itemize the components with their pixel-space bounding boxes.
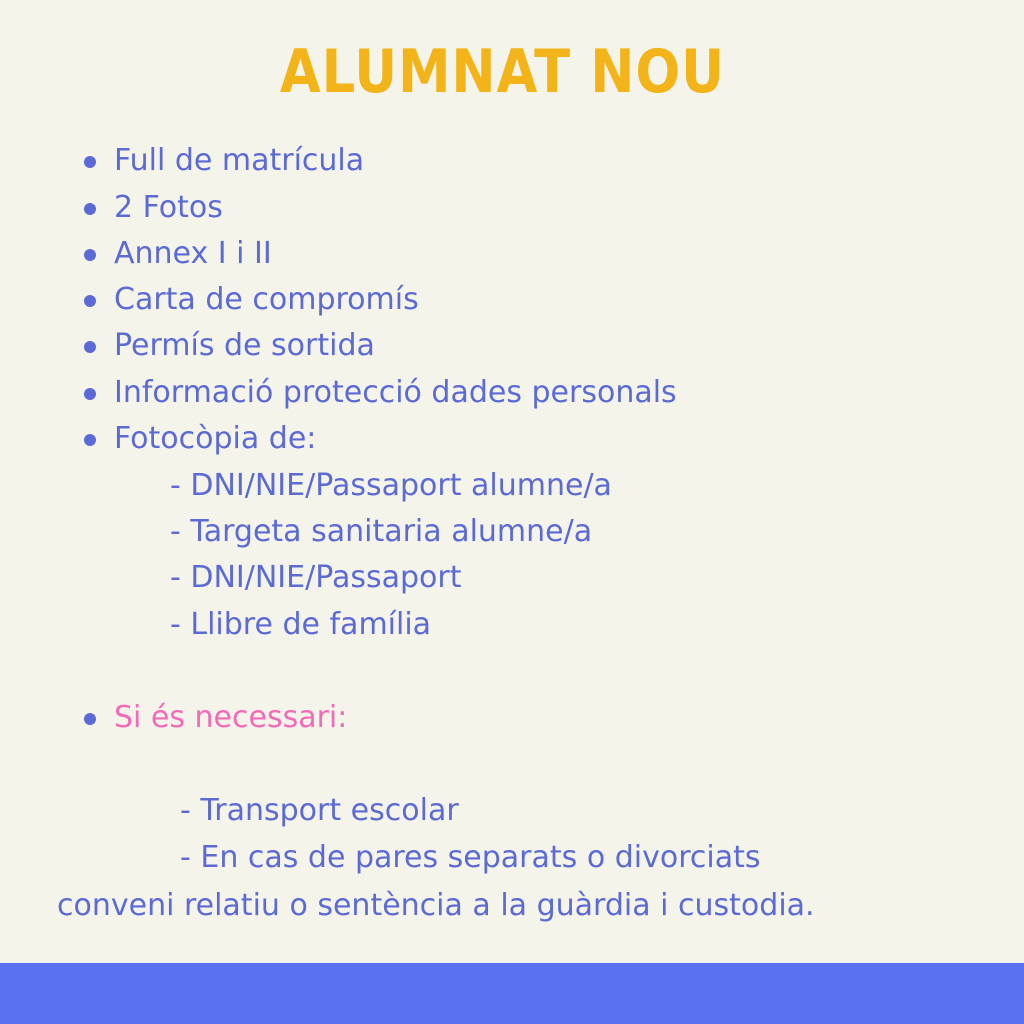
sub-item: - Llibre de família bbox=[170, 607, 432, 642]
sub-item: - DNI/NIE/Passaport alumne/a bbox=[170, 468, 612, 503]
list-item: Permís de sortida bbox=[114, 328, 375, 363]
page-title: ALUMNAT NOU bbox=[279, 37, 725, 107]
list-item: Carta de compromís bbox=[114, 282, 419, 317]
sub-item: - En cas de pares separats o divorciats bbox=[180, 840, 761, 875]
footer-bar bbox=[0, 963, 1024, 1024]
bullet-icon bbox=[84, 434, 96, 446]
conditional-label: Si és necessari: bbox=[114, 700, 348, 735]
bullet-icon bbox=[84, 156, 96, 168]
list-item: Fotocòpia de: bbox=[114, 421, 317, 456]
sub-item: - Transport escolar bbox=[180, 793, 459, 828]
sub-item-continuation: conveni relatiu o sentència a la guàrdia i custodia. bbox=[57, 888, 815, 923]
bullet-icon bbox=[84, 341, 96, 353]
sub-item: - DNI/NIE/Passaport bbox=[170, 560, 462, 595]
bullet-icon bbox=[84, 388, 96, 400]
bullet-icon bbox=[84, 713, 96, 725]
list-item: Full de matrícula bbox=[114, 143, 365, 178]
list-item: 2 Fotos bbox=[114, 190, 223, 225]
bullet-icon bbox=[84, 249, 96, 261]
bullet-icon bbox=[84, 295, 96, 307]
sub-item: - Targeta sanitaria alumne/a bbox=[170, 514, 593, 549]
list-item: Annex I i II bbox=[114, 236, 272, 271]
list-item: Informació protecció dades personals bbox=[114, 375, 677, 410]
bullet-icon bbox=[84, 203, 96, 215]
